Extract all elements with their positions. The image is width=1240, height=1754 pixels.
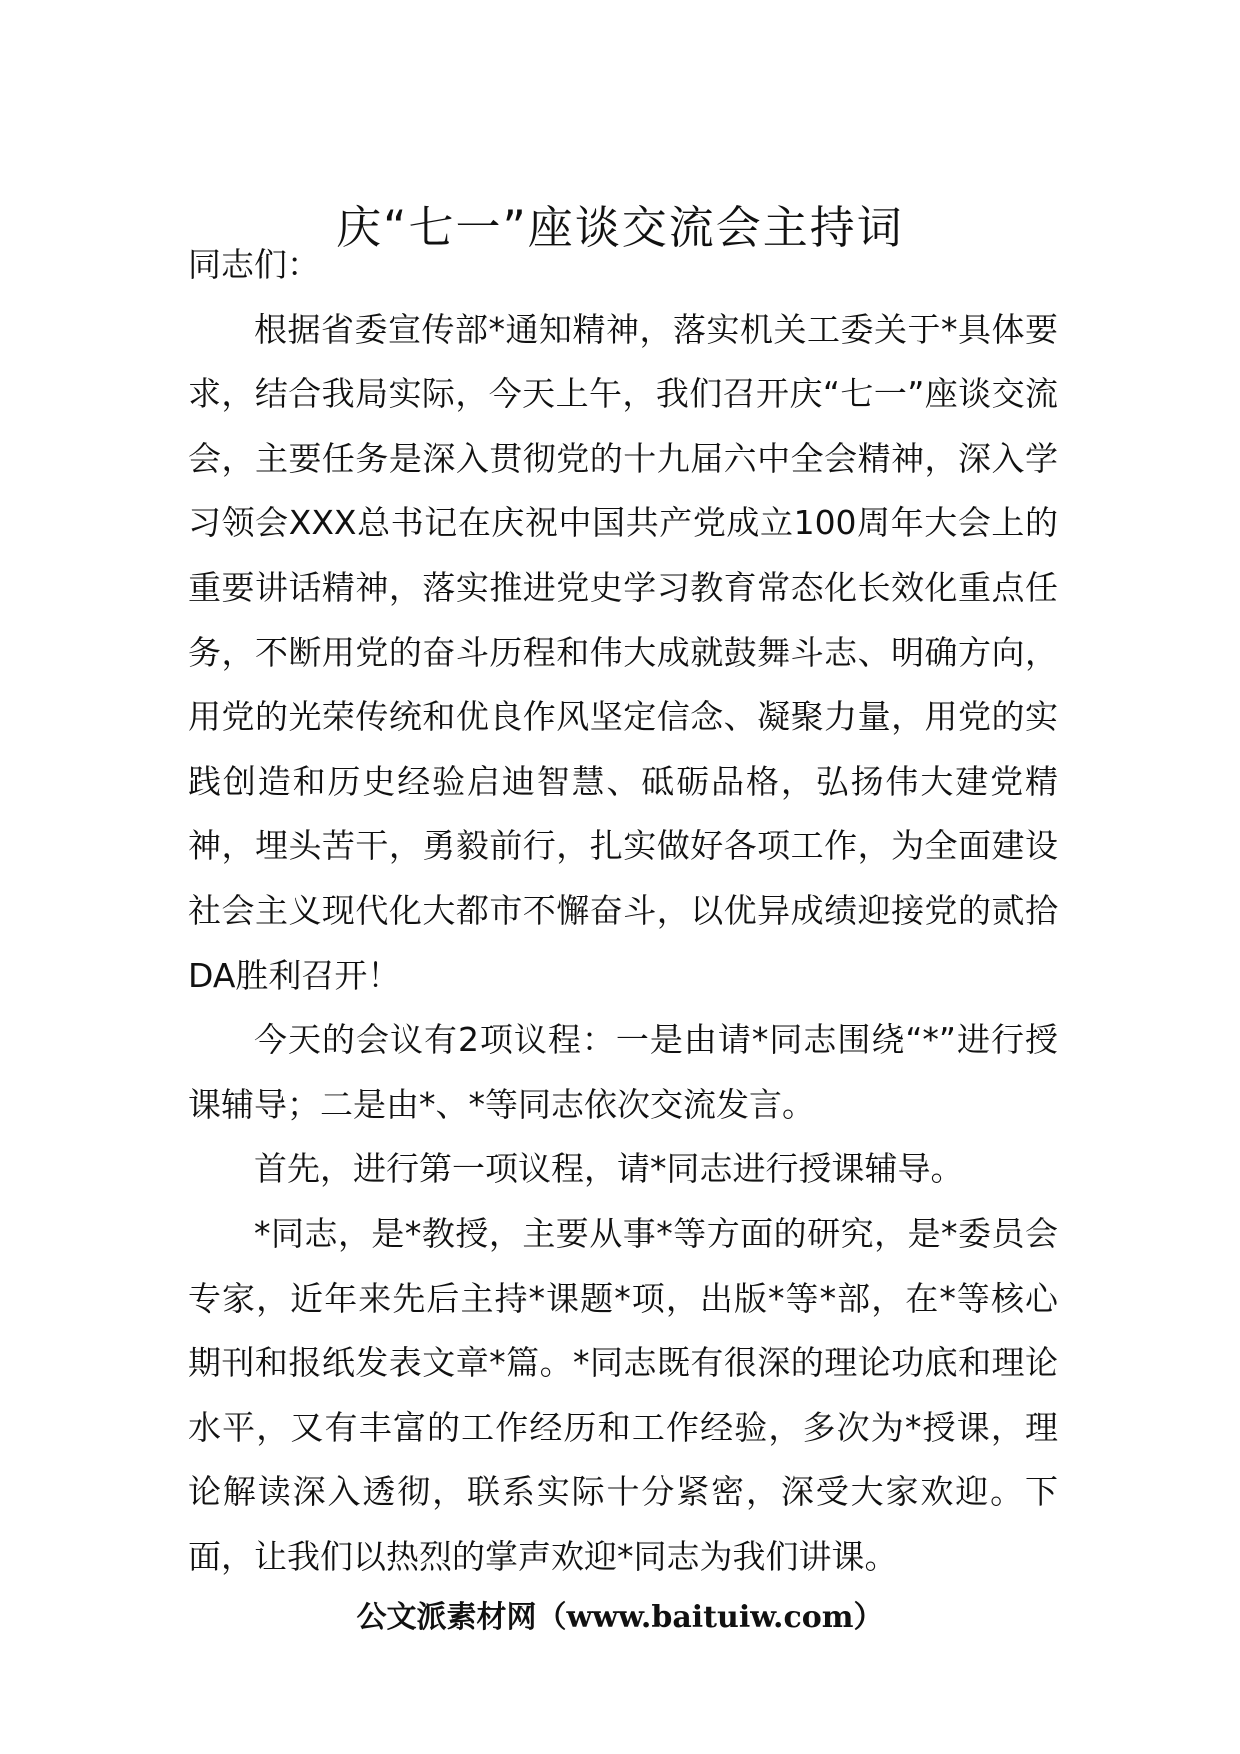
paragraph-intro: 根据省委宣传部*通知精神，落实机关工委关于*具体要求，结合我局实际，今天上午，我们召开庆“七一”座谈交流会，主要任务是深入贯彻党的十九届六中全会精神，深入学习领会XXX总书记在庆祝中国共产党成立100周年大会上的重要讲话精神，落实推进党史学习教育常态化长效化重点任务，不断用党的奋斗历程和伟大成就鼓舞斗志、明确方向，用党的光荣传统和优良作风坚定信念、凝聚力量，用党的实践创造和历史经验启迪智慧、砥砺品格，弘扬伟大建党精神，埋头苦干，勇毅前行，扎实做好各项工作，为全面建设社会主义现代化大都市不懈奋斗，以优异成绩迎接党的贰拾DA胜利召开！: [188, 309, 1058, 995]
document-body: [188, 233, 1058, 1589]
paragraph-agenda: 今天的会议有2项议程：一是由请*同志围绕“*”进行授课辅导；二是由*、*等同志依次交流发言。: [188, 1020, 1058, 1124]
document-title: 庆“七一”座谈交流会主持词: [336, 201, 904, 255]
salutation: 同志们：: [188, 245, 320, 284]
footer-watermark: 公文派素材网（www.baituiw.com）: [356, 1600, 884, 1635]
paragraph-first-item: 首先，进行第一项议程，请*同志进行授课辅导。: [254, 1149, 964, 1189]
paragraph-speaker-intro: *同志，是*教授，主要从事*等方面的研究，是*委员会专家，近年来先后主持*课题*项，出版*等*部，在*等核心期刊和报纸发表文章*篇。*同志既有很深的理论功底和理论水平，又有丰富的工作经历和工作经验，多次为*授课，理论解读深入透彻，联系实际十分紧密，深受大家欢迎。下面，让我们以热烈的掌声欢迎*同志为我们讲课。: [188, 1213, 1058, 1576]
